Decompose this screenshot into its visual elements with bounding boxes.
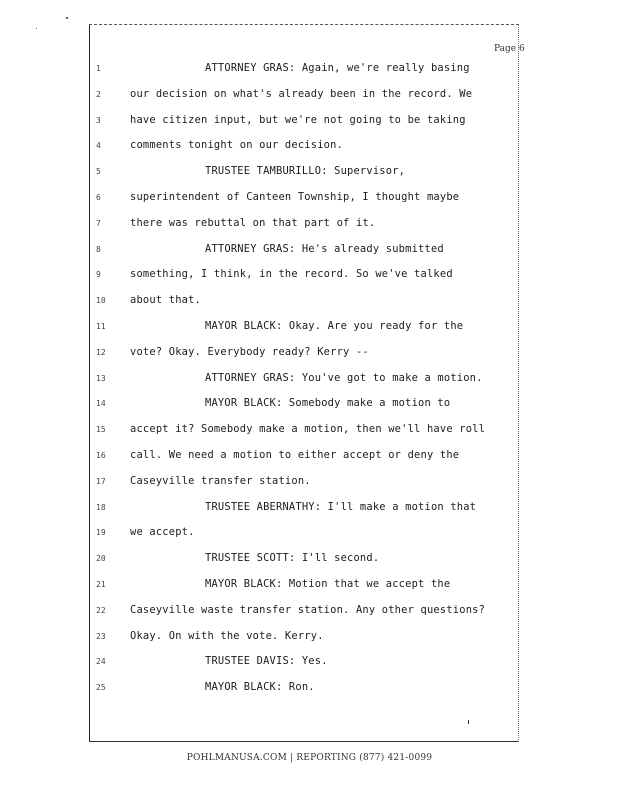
transcript-line bbox=[0, 655, 619, 671]
transcript-line bbox=[0, 449, 619, 465]
transcript-line bbox=[0, 501, 619, 517]
page-frame-top bbox=[89, 24, 519, 25]
line-number: 22 bbox=[96, 605, 106, 615]
line-number: 4 bbox=[96, 141, 101, 151]
transcript-line bbox=[0, 630, 619, 646]
transcript-line bbox=[0, 191, 619, 207]
line-number: 6 bbox=[96, 193, 101, 202]
transcript-line bbox=[0, 217, 619, 233]
line-number: 12 bbox=[96, 347, 106, 357]
line-number: 23 bbox=[96, 631, 106, 641]
transcript-line bbox=[0, 397, 619, 413]
transcript-line bbox=[0, 372, 619, 388]
line-number: 7 bbox=[96, 218, 101, 228]
scan-speck bbox=[36, 28, 37, 29]
line-number: 3 bbox=[96, 115, 101, 125]
line-number: 2 bbox=[96, 89, 101, 99]
line-number: 13 bbox=[96, 373, 106, 383]
transcript-line bbox=[0, 165, 619, 181]
continuation-line: have citizen input, but we're not going to be taking bbox=[130, 113, 466, 126]
speaker-line: TRUSTEE TAMBURILLO: Supervisor, bbox=[205, 165, 406, 178]
line-number: 24 bbox=[96, 657, 106, 667]
continuation-line: vote? Okay. Everybody ready? Kerry -- bbox=[130, 345, 369, 358]
transcript-line bbox=[0, 320, 619, 336]
speaker-line: MAYOR BLACK: Okay. Are you ready for the bbox=[205, 320, 464, 332]
continuation-line: Okay. On with the vote. Kerry. bbox=[130, 629, 324, 642]
line-number: 15 bbox=[96, 425, 106, 435]
transcript-line bbox=[0, 526, 619, 542]
line-number: 9 bbox=[96, 270, 101, 280]
continuation-line: about that. bbox=[130, 294, 202, 307]
scan-speck bbox=[468, 720, 469, 724]
continuation-line: Caseyville transfer station. bbox=[130, 474, 311, 487]
transcript-line bbox=[0, 88, 619, 104]
speaker-line: TRUSTEE SCOTT: I'll second. bbox=[205, 552, 380, 565]
transcript-line bbox=[0, 114, 619, 130]
transcript-line bbox=[0, 423, 619, 439]
line-number: 25 bbox=[96, 683, 106, 693]
scan-speck bbox=[66, 17, 68, 19]
continuation-line: something, I think, in the record. So we've talked bbox=[130, 268, 453, 281]
speaker-line: MAYOR BLACK: Ron. bbox=[205, 681, 315, 694]
speaker-line: MAYOR BLACK: Motion that we accept the bbox=[205, 578, 451, 590]
speaker-line: MAYOR BLACK: Somebody make a motion to bbox=[205, 397, 451, 410]
transcript-line bbox=[0, 62, 619, 78]
line-number: 19 bbox=[96, 528, 106, 538]
transcript-line bbox=[0, 681, 619, 697]
transcript-line bbox=[0, 552, 619, 568]
page-number: Page 6 bbox=[494, 44, 525, 54]
line-number: 17 bbox=[96, 476, 106, 486]
line-number: 11 bbox=[96, 322, 106, 331]
continuation-line: our decision on what's already been in the record. We bbox=[130, 87, 473, 100]
transcript-line bbox=[0, 243, 619, 259]
continuation-line: accept it? Somebody make a motion, then we'll have roll bbox=[130, 423, 486, 436]
reporting-footer: POHLMANUSA.COM | REPORTING (877) 421-0099 bbox=[186, 753, 433, 763]
continuation-line: Caseyville waste transfer station. Any other questions? bbox=[130, 603, 486, 616]
line-number: 16 bbox=[96, 451, 106, 460]
line-number: 18 bbox=[96, 502, 106, 512]
transcript-line bbox=[0, 139, 619, 155]
transcript-line bbox=[0, 268, 619, 284]
transcript-line bbox=[0, 578, 619, 594]
line-number: 5 bbox=[96, 167, 101, 177]
line-number: 1 bbox=[96, 64, 101, 73]
speaker-line: ATTORNEY GRAS: You've got to make a motion. bbox=[205, 371, 483, 384]
transcript-line bbox=[0, 475, 619, 491]
transcript-line bbox=[0, 604, 619, 620]
transcript-line bbox=[0, 346, 619, 362]
line-number: 20 bbox=[96, 554, 106, 564]
continuation-line: call. We need a motion to either accept or deny the bbox=[130, 449, 460, 461]
speaker-line: ATTORNEY GRAS: Again, we're really basing bbox=[205, 62, 470, 74]
speaker-line: TRUSTEE DAVIS: Yes. bbox=[205, 655, 328, 668]
speaker-line: TRUSTEE ABERNATHY: I'll make a motion that bbox=[205, 500, 477, 513]
continuation-line: comments tonight on our decision. bbox=[130, 139, 344, 152]
line-number: 8 bbox=[96, 244, 101, 254]
transcript-line bbox=[0, 294, 619, 310]
line-number: 14 bbox=[96, 399, 106, 409]
line-number: 10 bbox=[96, 296, 106, 306]
continuation-line: we accept. bbox=[130, 526, 195, 539]
continuation-line: there was rebuttal on that part of it. bbox=[130, 216, 376, 229]
continuation-line: superintendent of Canteen Township, I thought maybe bbox=[130, 191, 460, 203]
page-frame-bottom bbox=[89, 741, 519, 742]
speaker-line: ATTORNEY GRAS: He's already submitted bbox=[205, 242, 444, 255]
line-number: 21 bbox=[96, 580, 106, 589]
